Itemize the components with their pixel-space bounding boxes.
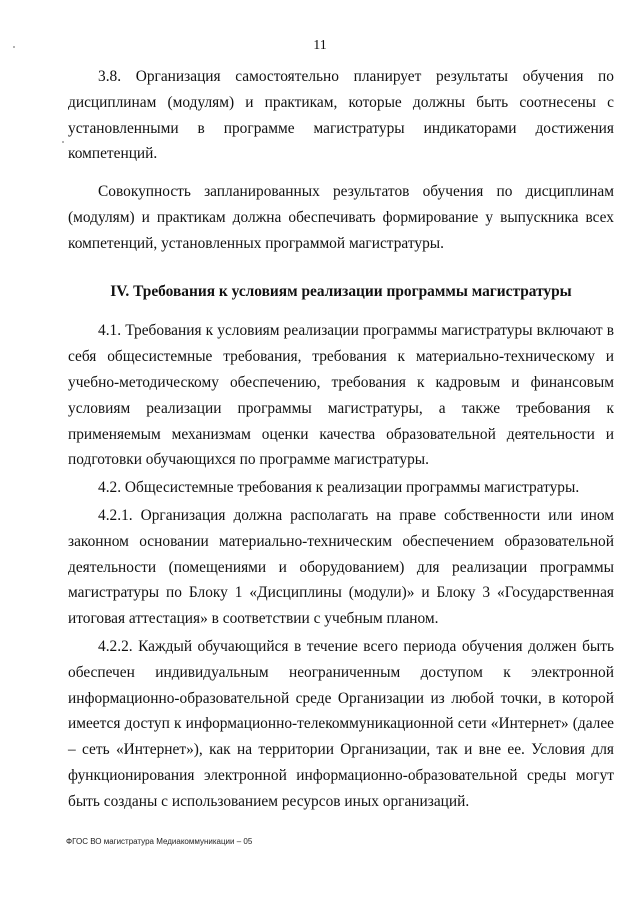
paragraph-4-1: 4.1. Требования к условиям реализации программы магистратуры включают в себя общесистемные требования, требования к материально-техническому и учебно-методическому обеспечению, требования к кадровым и финансовым условиям реализации программы магистратуры, а также требования к применяемым механизмам оценки качества образовательной деятельности и подготовки обучающихся по программе магистратуры. [68, 322, 614, 469]
section-heading: IV. Требования к условиям реализации программы магистратуры [110, 282, 572, 300]
page-number: 11 [313, 38, 327, 53]
document-footer: ФГОС ВО магистратура Медиакоммуникации – 05 [66, 837, 253, 846]
scan-speck [62, 141, 64, 143]
paragraph-4-2: 4.2. Общесистемные требования к реализации программы магистратуры. [98, 479, 580, 497]
paragraph-3-8: 3.8. Организация самостоятельно планирует результаты обучения по дисциплинам (модулям) и практикам, которые должны быть соотнесены с установленными в программе магистратуры индикаторами достижения компетенций. [68, 68, 614, 163]
paragraph-4-2-2: 4.2.2. Каждый обучающийся в течение всего периода обучения должен быть обеспечен индивидуальным неограниченным доступом к электронной информационно-образовательной среде Организации из любой точки, в которой имеется доступ к информационно-телекоммуникационной сети «Интернет» (далее – сеть «Интернет»), как на территории Организации, так и вне ее. Условия для функционирования электронной информационно-образовательной среды могут быть созданы с использованием ресурсов иных организаций. [68, 637, 614, 810]
paragraph-results-totality: Совокупность запланированных результатов обучения по дисциплинам (модулям) и практикам должна обеспечивать формирование у выпускника всех компетенций, установленных программой магистратуры. [68, 183, 614, 252]
document-body [68, 64, 614, 815]
paragraph-4-2-1: 4.2.1. Организация должна располагать на праве собственности или ином законном основании материально-техническим обеспечением образовательной деятельности (помещениями и оборудованием) для реализации программы магистратуры по Блоку 1 «Дисциплины (модули)» и Блоку 3 «Государственная итоговая аттестация» в соответствии с учебным планом. [68, 506, 614, 628]
